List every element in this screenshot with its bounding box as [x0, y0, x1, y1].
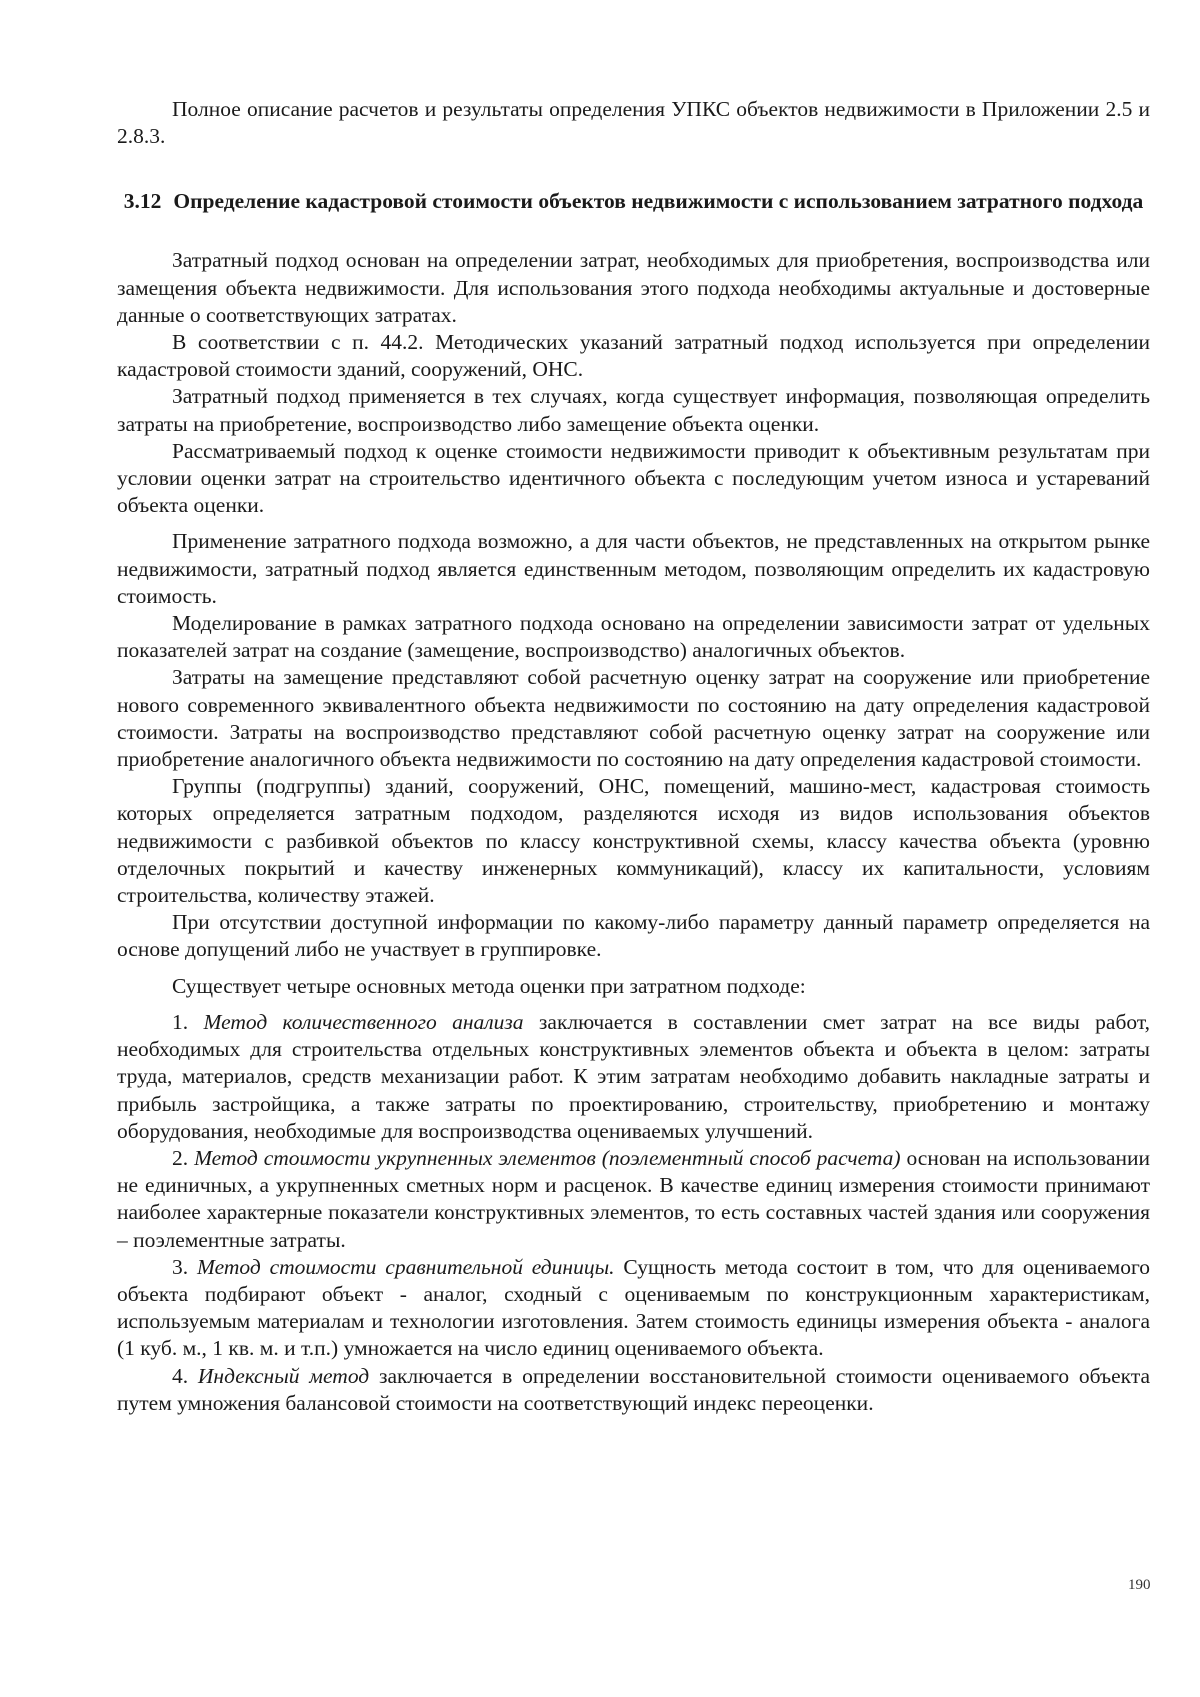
method-name: Индексный метод: [197, 1363, 370, 1388]
methods-intro: Существует четыре основных метода оценки при затратном подходе:: [172, 973, 806, 998]
method-number: 4.: [172, 1363, 189, 1388]
paragraph: Затраты на замещение представляют собой расчетную оценку затрат на сооружение или приобретение нового современного эквивалентного объекта недвижимости по состоянию на дату определения кадастровой стоимости. Затраты на воспроизводство представляют собой расчетную оценку затрат на сооружение или приобретение аналогичного объекта недвижимости по состоянию на дату определения кадастровой стоимости.: [117, 665, 1150, 772]
paragraph: Применение затратного подхода возможно, а для части объектов, не представленных на открытом рынке недвижимости, затратный подход является единственным методом, позволяющим определить их кадастровую стоимость.: [117, 529, 1150, 608]
method-item: [117, 1363, 1150, 1417]
section-number: 3.12: [123, 189, 162, 214]
paragraph: При отсутствии доступной информации по какому-либо параметру данный параметр определяется на основе допущений либо не участвует в группировке.: [117, 910, 1150, 962]
method-name: Метод количественного анализа: [203, 1009, 524, 1034]
section-title: Определение кадастровой стоимости объектов недвижимости с использованием затратного подхода: [173, 189, 1144, 214]
paragraph: Затратный подход основан на определении затрат, необходимых для приобретения, воспроизводства или замещения объекта недвижимости. Для использования этого подхода необходимы актуальные и достоверные данные о соответствующих затратах.: [117, 248, 1150, 327]
method-name: Метод стоимости укрупненных элементов (поэлементный способ расчета): [194, 1145, 901, 1170]
document-page: [117, 96, 1150, 1417]
method-number: 1.: [172, 1009, 189, 1034]
paragraph: Группы (подгруппы) зданий, сооружений, ОНС, помещений, машино-мест, кадастровая стоимость которых определяется затратным подходом, разделяются исходя из видов использования объектов недвижимости с разбивкой объектов по классу конструктивной схемы, классу качества объекта (уровню отделочных покрытий и качеству инженерных коммуникаций), классу их капитальности, условиям строительства, количеству этажей.: [117, 774, 1150, 908]
page-number: 190: [1128, 1577, 1151, 1593]
method-item: [117, 1145, 1150, 1254]
method-text: основан на использовании не единичных, а укрупненных сметных норм и расценок. В качестве единиц измерения стоимости принимают наиболее характерные показатели конструктивных элементов, то есть составных частей здания или сооружения – поэлементные затраты.: [117, 1145, 1151, 1252]
paragraph: Моделирование в рамках затратного подхода основано на определении зависимости затрат от удельных показателей затрат на создание (замещение, воспроизводство) аналогичных объектов.: [117, 611, 1150, 663]
method-text: Сущность метода состоит в том, что для оцениваемого объекта подбирают объект - аналог, сходный с оцениваемым по конструкционным характеристикам, используемым материалам и технологии изготовления. Затем стоимость единицы измерения объекта - аналога (1 куб. м., 1 кв. м. и т.п.) умножается на число единиц оцениваемого объекта.: [117, 1254, 1151, 1361]
paragraph: В соответствии с п. 44.2. Методических указаний затратный подход используется при определении кадастровой стоимости зданий, сооружений, ОНС.: [117, 330, 1150, 382]
paragraph: Затратный подход применяется в тех случаях, когда существует информация, позволяющая определить затраты на приобретение, воспроизводство либо замещение объекта оценки.: [117, 384, 1150, 436]
intro-paragraph: Полное описание расчетов и результаты определения УПКС объектов недвижимости в Приложении 2.5 и 2.8.3.: [117, 97, 1150, 149]
paragraph: Рассматриваемый подход к оценке стоимости недвижимости приводит к объективным результатам при условии оценки затрат на строительство идентичного объекта с последующим учетом износа и устареваний объекта оценки.: [117, 438, 1150, 518]
method-text: заключается в составлении смет затрат на все виды работ, необходимых для строительства отдельных конструктивных элементов объекта и объекта в целом: затраты труда, материалов, средств механизации работ. К этим затратам необходимо добавить накладные затраты и прибыль застройщика, а также затраты по проектированию, строительству, приобретению и монтажу оборудования, необходимые для воспроизводства оцениваемых улучшений.: [117, 1009, 1151, 1143]
section-heading: [117, 188, 1150, 215]
method-number: 2.: [172, 1145, 189, 1170]
method-item: [117, 1009, 1150, 1145]
method-name: Метод стоимости сравнительной единицы.: [196, 1254, 615, 1279]
method-number: 3.: [172, 1254, 189, 1279]
method-item: [117, 1254, 1150, 1363]
method-text: заключается в определении восстановительной стоимости оцениваемого объекта путем умножения балансовой стоимости на соответствующий индекс переоценки.: [117, 1363, 1151, 1415]
